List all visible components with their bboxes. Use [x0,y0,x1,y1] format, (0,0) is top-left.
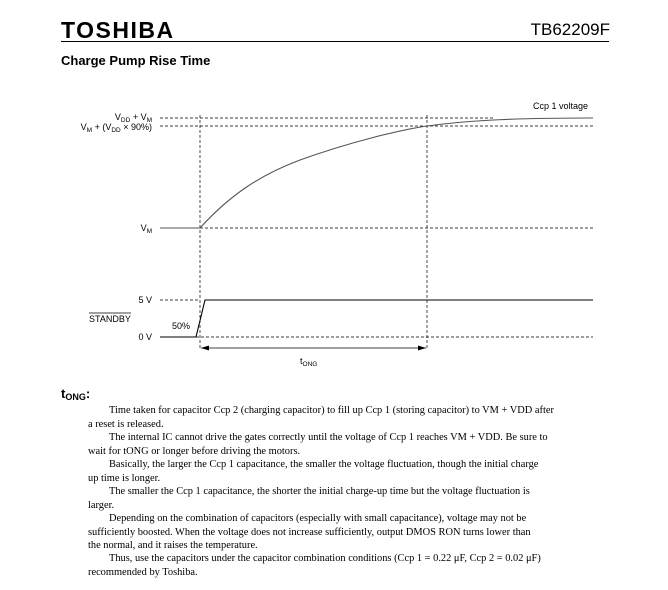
vm-label: $V_M$ [140,223,152,235]
section-title: Charge Pump Rise Time [61,53,211,68]
standby-label: STANDBY [89,314,131,324]
fifty-percent-label: 50% [172,321,191,331]
tong-heading: $t_{ONG}$: [61,386,91,402]
tong-arrow-right-head [418,346,426,351]
note-paragraph: The internal IC cannot drive the gates correctly until the voltage of Ccp 1 reaches VM + VDD. Be sure to wait for tONG or longer before driving the motors. [88,432,548,457]
ccp1-voltage-curve [160,118,593,228]
five-v-label: 5 V [138,295,152,305]
tong-arrow-left-head [201,346,209,351]
note-paragraph: Depending on the combination of capacitors (especially with small capacitance), voltage may not be sufficiently boosted. When the voltage does not increase sufficiently, output DMOS RON turns lower than the normal, and it raises the temperature. [88,513,531,551]
vdd-vm-label: $V_{DD} + V_M$ [114,112,152,124]
zero-v-label: 0 V [138,332,152,342]
standby-signal [160,300,593,337]
note-paragraph: The smaller the Ccp 1 capacitance, the shorter the initial charge-up time but the voltage fluctuation is larger. [88,486,530,511]
note-paragraph: Time taken for capacitor Ccp 2 (charging capacitor) to fill up Ccp 1 (storing capacitor) to VM + VDD after a reset is released. [88,405,554,430]
tong-label: $t_{ONG}$ [300,356,318,368]
note-paragraph: Basically, the larger the Ccp 1 capacitance, the smaller the voltage fluctuation, though the initial charge up time is longer. [88,459,539,484]
ninety-label: $V_M + (V_{DD} \times 90\%)$ [80,122,152,134]
toshiba-logo: TOSHIBA [61,17,175,43]
curve-label: Ccp 1 voltage [533,101,589,111]
note-paragraph: Thus, use the capacitors under the capacitor combination conditions (Ccp 1 = 0.22 μF, Ccp 2 = 0.02 μF) recommended by Toshiba. [88,553,541,578]
part-number: TB62209F [530,20,610,39]
